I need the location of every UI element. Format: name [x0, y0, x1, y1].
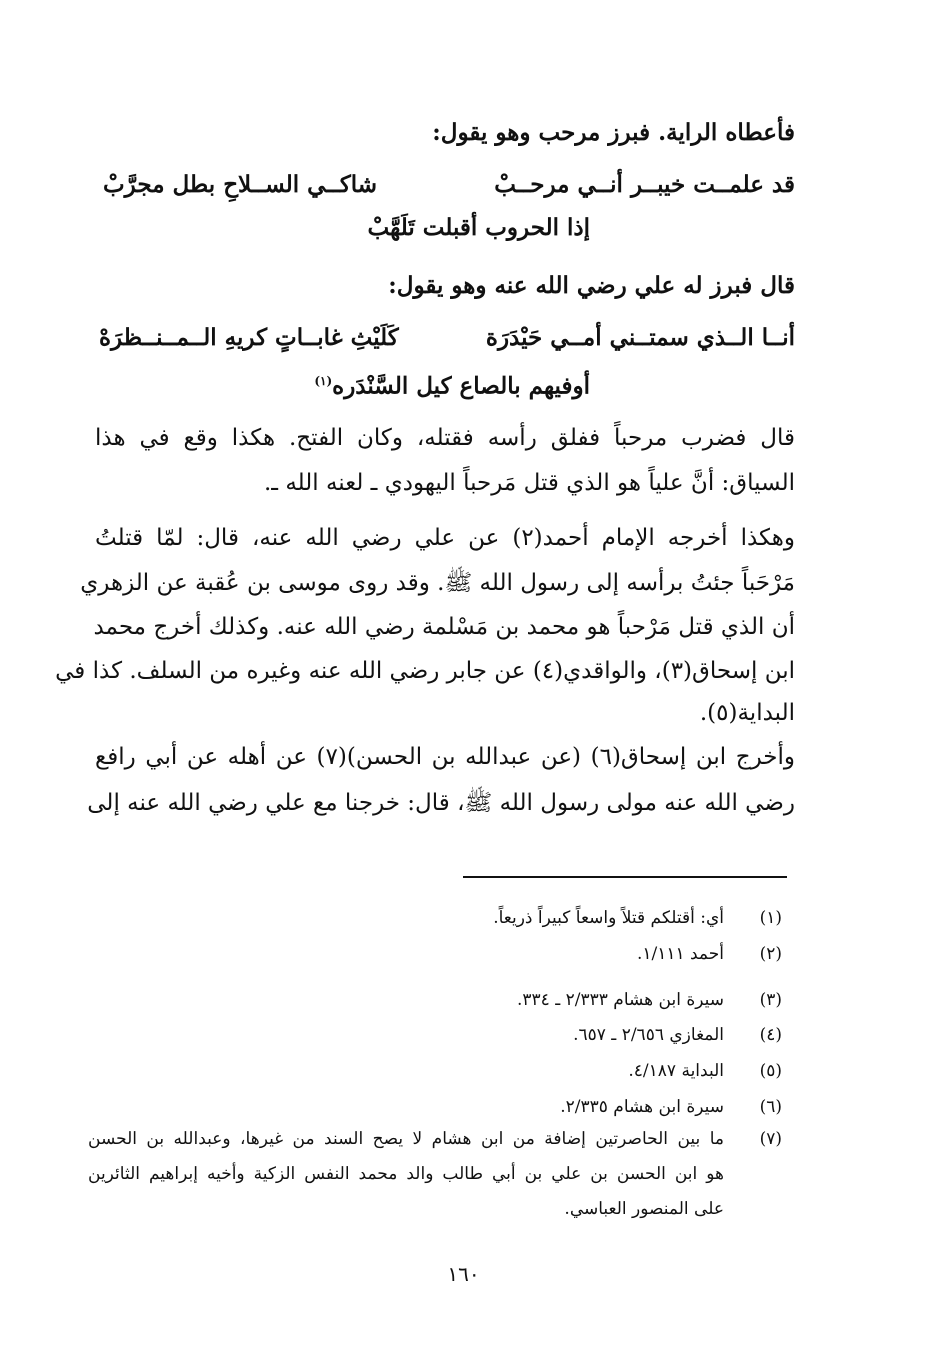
footnote-text: سيرة ابن هشام ٢/٣٣٥.: [560, 1097, 724, 1117]
footnote-number: (٦): [759, 1097, 782, 1117]
footnote-number: (٥): [759, 1061, 782, 1081]
page-number: ١٦٠: [447, 1262, 480, 1286]
main-text: [55, 0, 796, 840]
footnote-text-line: ما بين الحاصرتين إضافة من ابن هشام لا يصح السند من غيرها، وعبدالله بن الحسن: [88, 1129, 724, 1149]
footnote-separator: [463, 876, 787, 878]
para1-line2: السياق: أنَّ علياً هو الذي قتل مَرحباً اليهودي ـ لعنه الله ـ.: [263, 470, 795, 496]
footnote-7: [0, 1126, 927, 1236]
footnote-text-line: هو ابن الحسن بن علي بن أبي طالب والد محمد النفس الزكية وأخيه إبراهيم الثائرين: [88, 1164, 724, 1184]
footnote-number: (٤): [759, 1025, 782, 1045]
verse2-line2: أوفيهم بالصاع كيل السَّنْدَره$^{(١)}$: [314, 372, 590, 400]
verse1-hemistich1: قد علمــت خيبــر أنــي مرحــبْ: [494, 171, 795, 198]
footnote-text: أي: أقتلكم قتلاً واسعاً كبيراً ذريعاً.: [493, 908, 724, 928]
para1-line1: قال فضرب مرحباً ففلق رأسه فقتله، وكان الفتح. هكذا وقع في هذا: [95, 425, 795, 451]
verse1-hemistich2: شاكــي الســلاحِ بطل مجرَّبْ: [103, 171, 378, 198]
footnote-number: (٢): [759, 944, 782, 964]
para3-line1: وأخرج ابن إسحاق(٦) (عن عبدالله بن الحسن)(٧) عن أهله عن أبي رافع: [95, 744, 796, 770]
footnote-text: أحمد ١/١١١.: [636, 944, 724, 964]
para2-line5: البداية(٥).: [699, 700, 795, 726]
footnote-text: البداية ٤/١٨٧.: [628, 1061, 724, 1081]
para2-line2: مَرْحَباً جئتُ برأسه إلى رسول الله ﷺ. وقد روى موسى بن عُقبة عن الزهري: [80, 570, 795, 596]
ali-intro-line: قال فبرز له علي رضي الله عنه وهو يقول:: [388, 272, 795, 299]
verse1-line2: إذا الحروب أقبلت تَلَهَّبْ: [367, 214, 590, 241]
footnote-text: سيرة ابن هشام ٢/٣٣٣ ـ ٣٣٤.: [517, 990, 724, 1010]
para2-line1: وهكذا أخرجه الإمام أحمد(٢) عن علي رضي الله عنه، قال: لمّا قتلتُ: [95, 525, 795, 551]
footnote-text-line: على المنصور العباسي.: [564, 1199, 724, 1219]
para2-line4: ابن إسحاق(٣)، والواقدي(٤) عن جابر رضي الله عنه وغيره من السلف. كذا في: [55, 658, 795, 684]
intro-line: فأعطاه الراية. فبرز مرحب وهو يقول:: [432, 119, 795, 146]
verse2-hemistich1: أنــا الــذي سمتــني أمــي حَيْدَرَة: [485, 324, 795, 351]
footnote-ref: (١): [314, 374, 333, 388]
footnote-number: (٧): [759, 1129, 782, 1149]
footnote-number: (١): [759, 908, 782, 928]
para2-line3: أن الذي قتل مَرْحباً هو محمد بن مَسْلمة رضي الله عنه. وكذلك أخرج محمد: [93, 614, 795, 640]
footnote-text: المغازي ٢/٦٥٦ ـ ٦٥٧.: [573, 1025, 724, 1045]
verse2-hemistich2: كَلَيْثِ غابــاتٍ كريهِ الــمــنــظرَهْ: [99, 324, 399, 351]
para3-line2: رضي الله عنه مولى رسول الله ﷺ، قال: خرجنا مع علي رضي الله عنه إلى: [87, 790, 795, 816]
footnote-number: (٣): [759, 990, 782, 1010]
